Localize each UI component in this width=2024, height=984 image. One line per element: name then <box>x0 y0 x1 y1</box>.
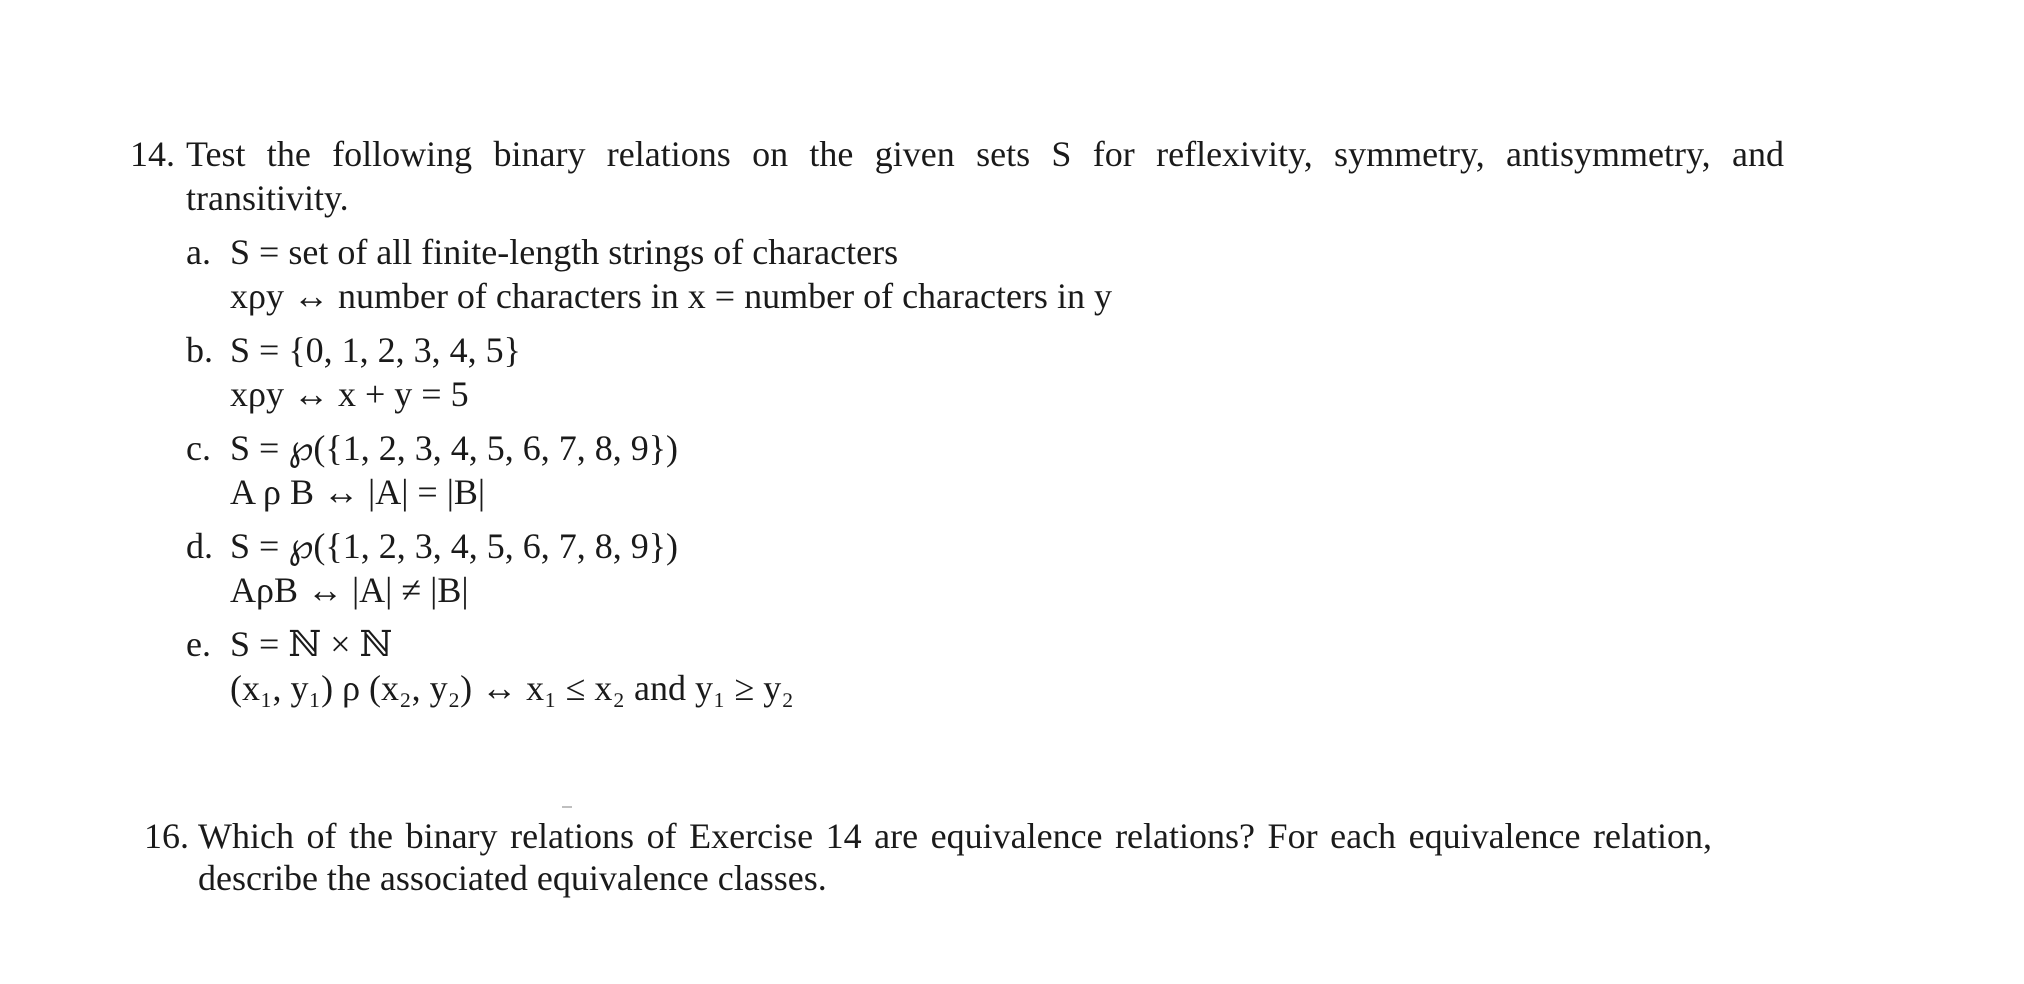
exercise-number: 16. <box>144 816 189 856</box>
part-label: c. <box>186 428 211 468</box>
part-relation: (x₁, y₁) ρ (x₂, y₂) ↔ x₁ ≤ x₂ and y₁ ≥ y₂ <box>230 668 794 708</box>
exercise-number: 14. <box>130 134 175 174</box>
part-set: S = ℕ × ℕ <box>230 624 393 664</box>
part-label: a. <box>186 232 211 272</box>
exercise-prompt-line-1: Which of the binary relations of Exercise 14 are equivalence relations? For each equivalence relation, <box>198 816 1712 856</box>
exercise-prompt-line-2: transitivity. <box>186 178 349 218</box>
part-label: d. <box>186 526 213 566</box>
part-relation: AρB ↔ |A| ≠ |B| <box>230 570 469 610</box>
part-set: S = set of all finite-length strings of characters <box>230 232 899 272</box>
part-set: S = ℘({1, 2, 3, 4, 5, 6, 7, 8, 9}) <box>230 428 678 468</box>
part-label: e. <box>186 624 211 664</box>
scan-mark <box>562 806 572 808</box>
part-relation: A ρ B ↔ |A| = |B| <box>230 472 486 512</box>
part-set: S = ℘({1, 2, 3, 4, 5, 6, 7, 8, 9}) <box>230 526 678 566</box>
part-relation: xρy ↔ x + y = 5 <box>230 374 469 414</box>
part-label: b. <box>186 330 213 370</box>
part-relation: xρy ↔ number of characters in x = number of characters in y <box>230 276 1112 316</box>
part-set: S = {0, 1, 2, 3, 4, 5} <box>230 330 521 370</box>
exercise-prompt-line-2: describe the associated equivalence classes. <box>198 858 827 898</box>
exercise-prompt-line-1: Test the following binary relations on the given sets S for reflexivity, symmetry, antisymmetry, and <box>186 134 1784 174</box>
